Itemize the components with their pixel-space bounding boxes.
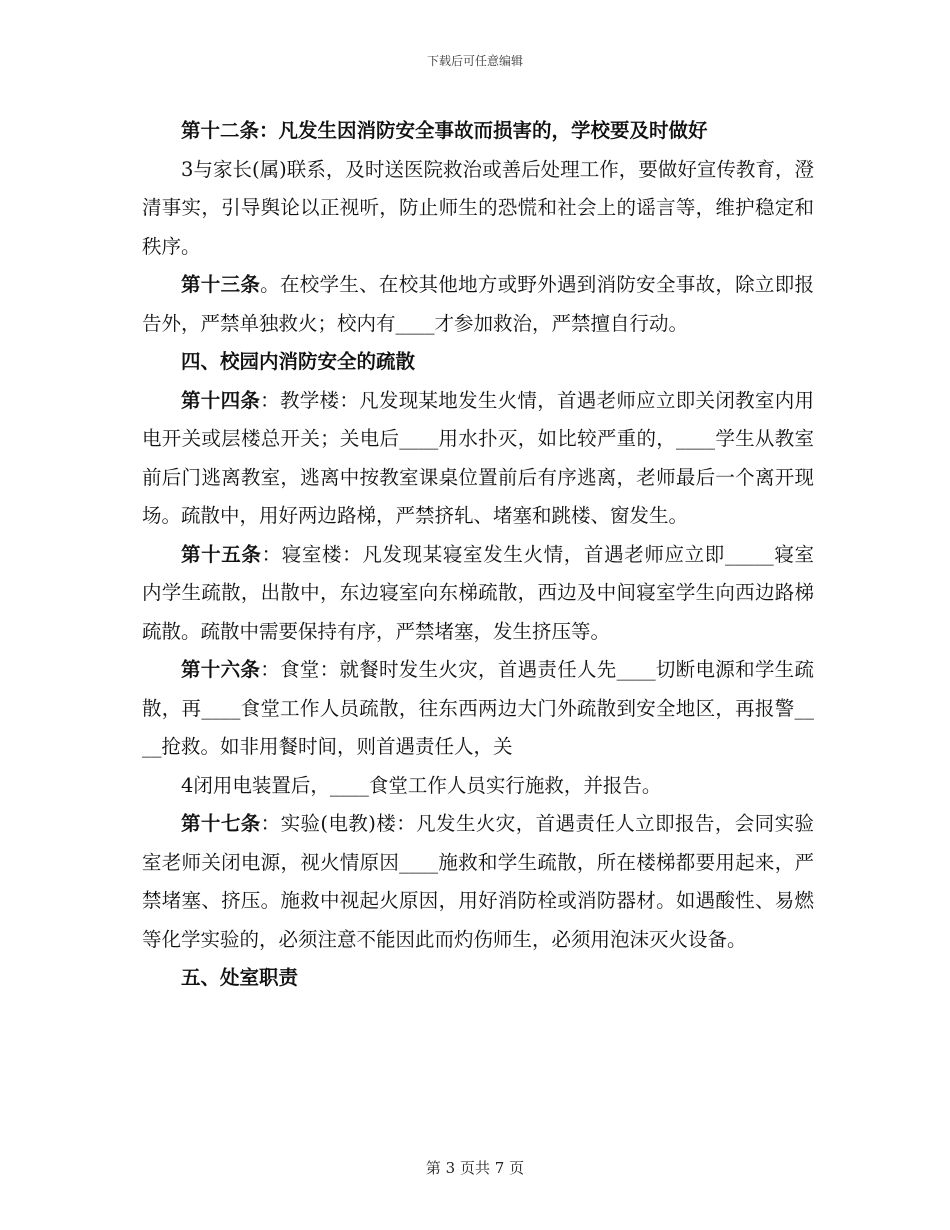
article-text: ：寝室楼：凡发现某寝室发生火情，首遇老师应立即_____寝室内学生疏散，出散中，东边寝室向东梯疏散，西边及中间寝室学生向西边路梯疏散。疏散中需要保持有序，严禁堵塞，发生挤压等。 <box>142 542 814 643</box>
article-13 <box>142 266 814 343</box>
article-text: ：实验(电教)楼：凡发生火灾，首遇责任人立即报告，会同实验室老师关闭电源，视火情原因____施救和学生疏散，所在楼梯都要用起来，严禁堵塞、挤压。施救中视起火原因，用好消防栓或消防器材。如遇酸性、易燃等化学实验的，必须注意不能因此而灼伤师生，必须用泡沫灭火设备。 <box>142 812 814 951</box>
page-header: 下载后可任意编辑 <box>426 54 523 68</box>
article-lead: 第十七条 <box>181 812 261 835</box>
article-12-continued <box>142 151 814 267</box>
article-lead: 第十六条 <box>181 658 261 681</box>
section-heading-duties: 五、处室职责 <box>181 966 299 989</box>
article-12 <box>142 112 814 151</box>
section-heading-evacuation: 四、校园内消防安全的疏散 <box>181 350 416 373</box>
article-15 <box>142 536 814 652</box>
article-text: 3与家长(属)联系，及时送医院救治或善后处理工作，要做好宣传教育，澄清事实，引导舆论以正视听，防止师生的恐慌和社会上的谣言等，维护稳定和秩序。 <box>142 157 814 258</box>
article-16-continued <box>142 767 814 806</box>
article-lead: 第十三条 <box>181 273 261 296</box>
article-text: ：教学楼：凡发现某地发生火情，首遇老师应立即关闭教室内用电开关或层楼总开关；关电后____用水扑灭，如比较严重的，____学生从教室前后门逃离教室，逃离中按教室课桌位置前后有序逃离，老师最后一个离开现场。疏散中，用好两边路梯，严禁挤轧、堵塞和跳楼、窗发生。 <box>142 388 814 527</box>
article-lead: 第十二条：凡发生因消防安全事故而损害的，学校要及时做好 <box>181 119 708 142</box>
article-text: 。在校学生、在校其他地方或野外遇到消防安全事故，除立即报告外，严禁单独救火；校内有____才参加救治，严禁擅自行动。 <box>142 273 814 335</box>
article-lead: 第十四条 <box>181 388 261 412</box>
article-lead: 第十五条 <box>181 542 262 566</box>
article-text: ：食堂：就餐时发生火灾，首遇责任人先____切断电源和学生疏散，再____食堂工作人员疏散，往东西两边大门外疏散到安全地区，再报警____抢救。如非用餐时间，则首遇责任人，关 <box>142 658 814 758</box>
document-body <box>142 112 814 998</box>
article-17 <box>142 805 814 959</box>
page-number: 第 3 页共 7 页 <box>425 1159 525 1177</box>
article-14 <box>142 382 814 536</box>
article-text: 4闭用电装置后，____食堂工作人员实行施救，并报告。 <box>181 773 662 797</box>
article-16 <box>142 651 814 767</box>
